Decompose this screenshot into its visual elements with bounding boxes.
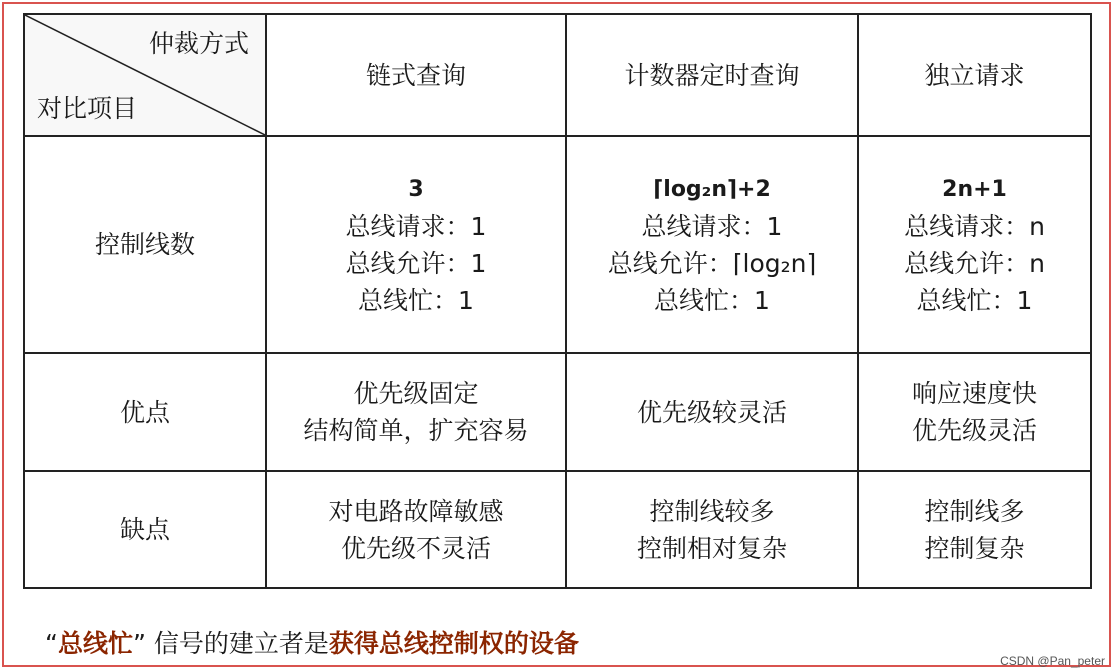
cell-independent-control-lines: [858, 136, 1091, 353]
row-label-disadvantages: 缺点: [24, 471, 266, 588]
cell-line: 总线允许：1: [345, 248, 487, 278]
cell-line: 优先级固定: [353, 379, 479, 408]
cell-line: 总线忙：1: [654, 285, 770, 315]
cell-line: 结构简单，扩充容易: [303, 416, 529, 445]
cell-line: 控制线较多: [649, 496, 775, 526]
footnote-close-quote: ”: [132, 629, 146, 658]
cell-line: 总线忙：1: [916, 285, 1033, 315]
cell-line: 总线请求：1: [641, 211, 783, 241]
cell-line: 优先级较灵活: [636, 397, 787, 427]
cell-chain-control-lines: [266, 136, 566, 353]
footnote-highlight-device: 获得总线控制权的设备: [328, 629, 579, 658]
table-row-disadvantages: [24, 471, 1091, 588]
row-label-advantages: 优点: [24, 353, 266, 471]
cell-line: 控制复杂: [924, 533, 1025, 563]
cell-line: 控制线多: [924, 496, 1025, 526]
header-row: [24, 14, 1091, 136]
cell-chain-advantages: [266, 353, 566, 471]
cell-independent-advantages: [858, 353, 1091, 471]
footnote-open-quote: “: [45, 629, 58, 658]
comparison-table: [23, 13, 1092, 589]
row-label-control-lines: 控制线数: [24, 136, 266, 353]
cell-line: 优先级灵活: [911, 416, 1037, 445]
cell-counter-disadvantages: [566, 471, 858, 588]
corner-cell: [24, 14, 266, 136]
corner-comparison-label: 对比项目: [37, 94, 138, 123]
cell-chain-disadvantages: [266, 471, 566, 588]
cell-line: 总线请求：n: [904, 211, 1045, 241]
cell-line: 总线允许：n: [904, 248, 1045, 278]
cell-line: 对电路故障敏感: [328, 496, 504, 526]
table-row-advantages: [24, 353, 1091, 471]
cell-line: 3: [408, 176, 424, 202]
cell-line: 总线允许：⌈log₂n⌉: [607, 248, 817, 278]
cell-counter-control-lines: [566, 136, 858, 353]
cell-independent-disadvantages: [858, 471, 1091, 588]
footnote-highlight-bus-busy: 总线忙: [57, 629, 133, 658]
header-independent-request: 独立请求: [858, 14, 1091, 136]
cell-line: ⌈log₂n⌉+2: [653, 176, 771, 202]
cell-line: 总线忙：1: [358, 285, 474, 315]
cell-line: 优先级不灵活: [340, 533, 491, 563]
corner-arbitration-label: 仲裁方式: [148, 29, 249, 58]
cell-counter-advantages: [566, 353, 858, 471]
header-chain-query: 链式查询: [266, 14, 566, 136]
cell-line: 2n+1: [942, 176, 1007, 202]
cell-line: 控制相对复杂: [636, 533, 787, 563]
footnote-middle-text: 信号的建立者是: [153, 629, 329, 658]
watermark: CSDN @Pan_peter: [1000, 654, 1105, 668]
footnote: [45, 624, 579, 660]
table-row-control-lines: [24, 136, 1091, 353]
cell-line: 响应速度快: [911, 379, 1037, 408]
header-counter-query: 计数器定时查询: [566, 14, 858, 136]
cell-line: 总线请求：1: [345, 211, 487, 241]
